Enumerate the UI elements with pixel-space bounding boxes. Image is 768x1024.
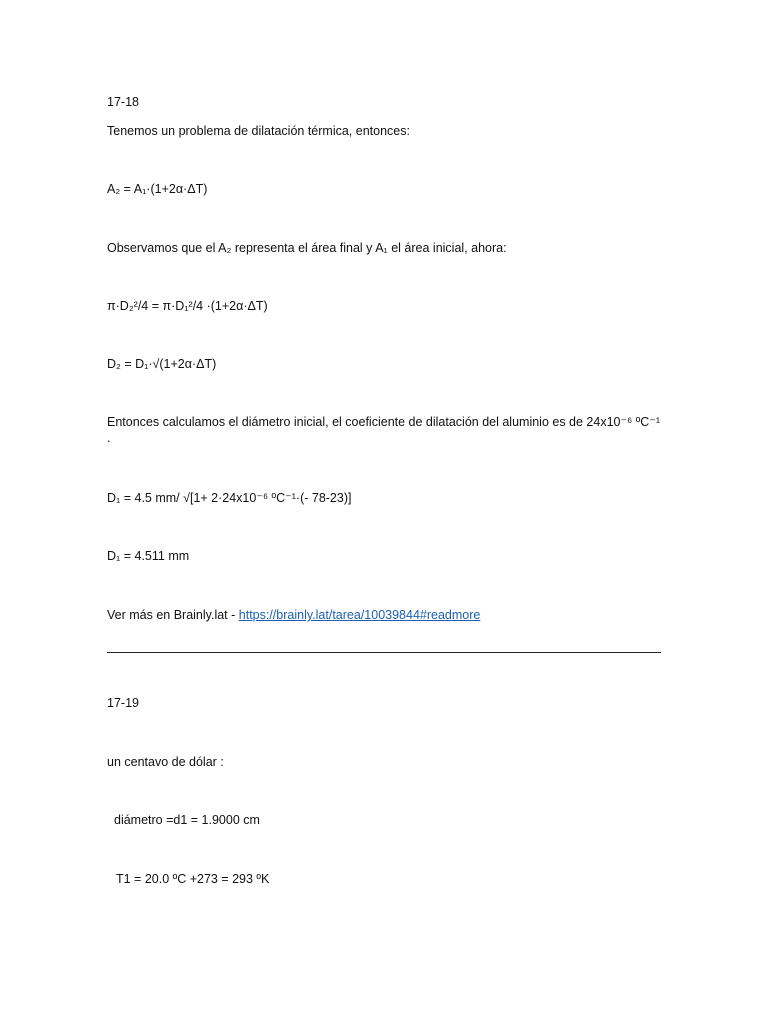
equation-area: A₂ = A₁·(1+2α·ΔT) (107, 182, 208, 196)
diameter-line: diámetro =d1 = 1.9000 cm (114, 813, 260, 827)
equation-circle-area: π·D₂²/4 = π·D₁²/4 ·(1+2α·ΔT) (107, 299, 268, 313)
source-prefix: Ver más en Brainly.lat - (107, 608, 239, 622)
calculation-text: Entonces calculamos el diámetro inicial, el coeficiente de dilatación del aluminio es de 24x10⁻⁶ ºC⁻¹ (107, 415, 661, 429)
equation-diameter: D₂ = D₁·√(1+2α·ΔT) (107, 357, 217, 371)
temperature-line: T1 = 20.0 ºC +273 = 293 ºK (116, 872, 270, 886)
problem-heading-17-19: 17-19 (107, 696, 139, 710)
penny-intro: un centavo de dólar : (107, 755, 224, 769)
source-link[interactable]: https://brainly.lat/tarea/10039844#readmore (238, 608, 481, 622)
equation-d1-formula: D₁ = 4.5 mm/ √[1+ 2·24x10⁻⁶ ºC⁻¹·(- 78-23)] (107, 491, 352, 505)
calculation-trailing-dot: . (107, 431, 111, 445)
section-divider (107, 652, 661, 653)
problem-heading-17-18: 17-18 (107, 95, 139, 109)
intro-text: Tenemos un problema de dilatación térmica, entonces: (107, 124, 410, 138)
source-line (107, 607, 480, 623)
equation-d1-result: D₁ = 4.511 mm (107, 549, 190, 563)
observation-text: Observamos que el A₂ representa el área final y A₁ el área inicial, ahora: (107, 241, 507, 255)
